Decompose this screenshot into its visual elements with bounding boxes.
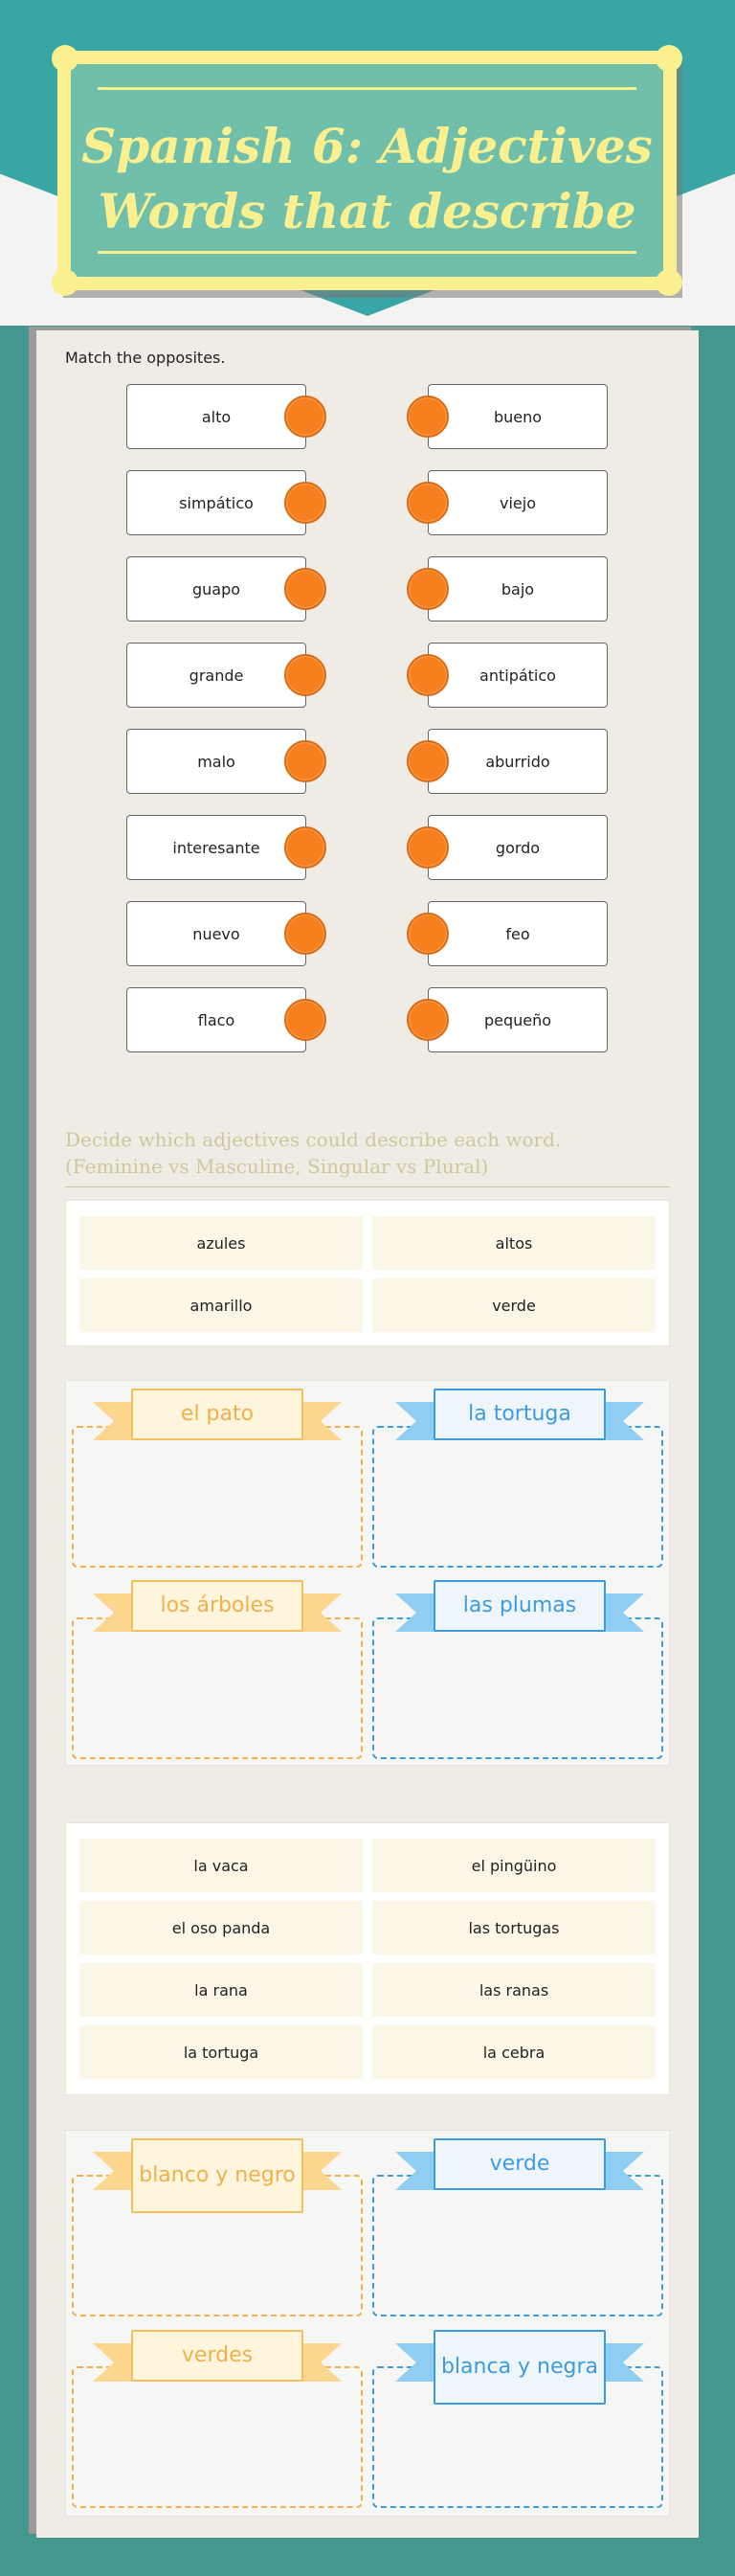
page-title bbox=[71, 114, 663, 244]
word-chip[interactable]: las tortugas bbox=[372, 1901, 656, 1955]
match-right-item[interactable]: bajo bbox=[428, 556, 608, 621]
title-banner bbox=[57, 51, 677, 290]
word-chip[interactable]: el pingüino bbox=[372, 1839, 656, 1892]
match-right-item[interactable]: feo bbox=[428, 901, 608, 966]
match-left-item[interactable]: malo bbox=[126, 729, 306, 794]
match-left-item[interactable]: guapo bbox=[126, 556, 306, 621]
word-chip[interactable]: la vaca bbox=[79, 1839, 363, 1892]
connector-dot[interactable] bbox=[284, 654, 326, 696]
match-right-item[interactable]: pequeño bbox=[428, 987, 608, 1052]
word-bank-2 bbox=[65, 1822, 670, 2095]
word-chip[interactable]: la tortuga bbox=[79, 2025, 363, 2079]
category-label-los-arboles: los árboles bbox=[93, 1580, 342, 1639]
connector-dot[interactable] bbox=[407, 654, 449, 696]
word-chip[interactable]: verde bbox=[372, 1278, 656, 1332]
connector-dot[interactable] bbox=[407, 999, 449, 1041]
category-label-las-plumas: las plumas bbox=[395, 1580, 644, 1639]
word-chip[interactable]: la rana bbox=[79, 1963, 363, 2017]
match-right-item[interactable]: viejo bbox=[428, 470, 608, 535]
word-chip[interactable]: las ranas bbox=[372, 1963, 656, 2017]
section-heading-line-2: (Feminine vs Masculine, Singular vs Plural) bbox=[65, 1155, 489, 1178]
word-chip[interactable]: la cebra bbox=[372, 2025, 656, 2079]
match-left-item[interactable]: grande bbox=[126, 643, 306, 708]
section-divider bbox=[65, 1186, 670, 1187]
word-bank-1 bbox=[65, 1200, 670, 1346]
category-board-1 bbox=[65, 1380, 670, 1766]
category-board-2 bbox=[65, 2130, 670, 2517]
connector-dot[interactable] bbox=[407, 395, 449, 438]
title-line-1: Spanish 6: Adjectives bbox=[81, 118, 653, 174]
section-heading-line-1: Decide which adjectives could describe each word. bbox=[65, 1128, 562, 1151]
connector-dot[interactable] bbox=[284, 740, 326, 782]
connector-dot[interactable] bbox=[407, 568, 449, 610]
match-left-item[interactable]: flaco bbox=[126, 987, 306, 1052]
connector-dot[interactable] bbox=[284, 395, 326, 438]
connector-dot[interactable] bbox=[284, 568, 326, 610]
section-heading bbox=[65, 1126, 561, 1180]
connector-dot[interactable] bbox=[284, 913, 326, 955]
connector-dot[interactable] bbox=[407, 740, 449, 782]
match-left-item[interactable]: interesante bbox=[126, 815, 306, 880]
category-label-el-pato: el pato bbox=[93, 1389, 342, 1448]
match-left-item[interactable]: nuevo bbox=[126, 901, 306, 966]
word-chip[interactable]: altos bbox=[372, 1216, 656, 1270]
category-label-la-tortuga: la tortuga bbox=[395, 1389, 644, 1448]
category-label-blanco-y-negro: blanco y negro bbox=[93, 2138, 342, 2225]
connector-dot[interactable] bbox=[284, 826, 326, 869]
match-left-item[interactable]: simpático bbox=[126, 470, 306, 535]
match-right-item[interactable]: bueno bbox=[428, 384, 608, 449]
matching-instruction: Match the opposites. bbox=[65, 349, 226, 367]
match-right-item[interactable]: gordo bbox=[428, 815, 608, 880]
title-line-2: Words that describe bbox=[98, 183, 636, 239]
category-label-verdes: verdes bbox=[93, 2330, 342, 2389]
connector-dot[interactable] bbox=[407, 826, 449, 869]
category-label-blanca-y-negra: blanca y negra bbox=[395, 2330, 644, 2416]
word-chip[interactable]: amarillo bbox=[79, 1278, 363, 1332]
hero-header bbox=[0, 0, 735, 335]
connector-dot[interactable] bbox=[284, 482, 326, 524]
connector-dot[interactable] bbox=[284, 999, 326, 1041]
connector-dot[interactable] bbox=[407, 913, 449, 955]
match-right-item[interactable]: antipático bbox=[428, 643, 608, 708]
word-chip[interactable]: azules bbox=[79, 1216, 363, 1270]
match-left-item[interactable]: alto bbox=[126, 384, 306, 449]
match-right-item[interactable]: aburrido bbox=[428, 729, 608, 794]
word-chip[interactable]: el oso panda bbox=[79, 1901, 363, 1955]
connector-dot[interactable] bbox=[407, 482, 449, 524]
category-label-verde: verde bbox=[395, 2138, 644, 2198]
